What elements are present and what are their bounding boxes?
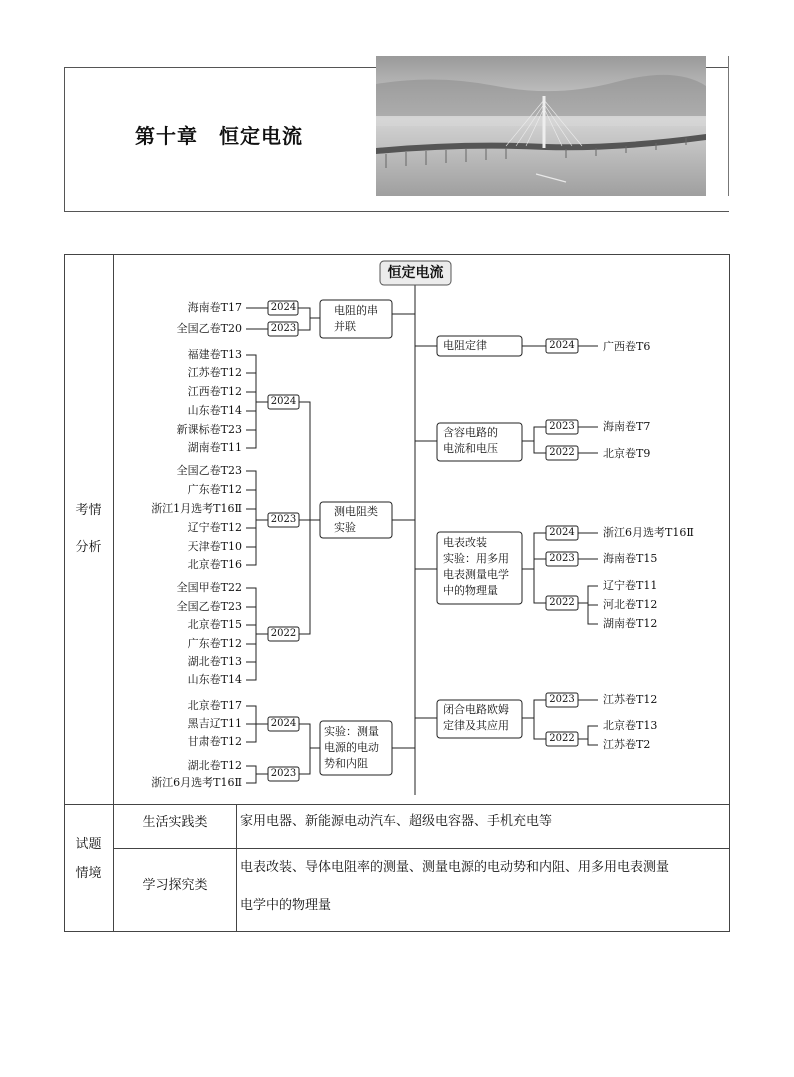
source-label: 北京卷T9 [603, 447, 651, 460]
source-label: 北京卷T15 [187, 618, 242, 631]
label-line: 考情 [75, 503, 102, 518]
source-label: 天津卷T10 [187, 540, 242, 553]
source-label: 福建卷T13 [187, 348, 242, 361]
year-tag: 2023 [270, 323, 297, 334]
label-line: 试题 [75, 837, 102, 852]
source-label: 海南卷T17 [187, 301, 242, 314]
topic-label-line: 实验 [334, 521, 356, 534]
topic-label-line: 含容电路的 [443, 426, 498, 439]
topic-label-line: 电源的电动 [324, 741, 379, 754]
source-label: 山东卷T14 [187, 673, 242, 686]
source-label: 全国甲卷T22 [176, 581, 242, 594]
year-tag: 2024 [549, 340, 575, 351]
topic-label-line: 势和内阻 [324, 757, 368, 770]
topic-label-line: 并联 [334, 320, 356, 333]
source-label: 全国乙卷T20 [176, 322, 242, 335]
source-label: 全国乙卷T23 [176, 600, 242, 613]
year-tag: 2022 [270, 628, 297, 639]
year-tag: 2024 [270, 302, 297, 313]
source-label: 江苏卷T12 [187, 366, 242, 379]
source-label: 江苏卷T12 [603, 693, 658, 706]
topic-label-line: 电阻的串 [334, 304, 378, 317]
label-line: 分析 [75, 540, 102, 555]
source-label: 湖南卷T11 [187, 441, 242, 454]
source-label: 北京卷T16 [187, 558, 242, 571]
topic-label-line: 实验：测量 [324, 725, 379, 738]
source-label: 江苏卷T2 [603, 738, 651, 751]
source-label: 广东卷T12 [187, 483, 242, 496]
content-line: 电学中的物理量 [240, 898, 332, 913]
category-study-inquiry: 学习探究类 [142, 878, 208, 893]
source-label: 广西卷T6 [603, 340, 651, 353]
source-label: 甘肃卷T12 [187, 735, 242, 748]
source-label: 海南卷T15 [603, 552, 658, 565]
year-tag: 2023 [270, 768, 297, 779]
source-label: 山东卷T14 [187, 404, 242, 417]
source-label: 河北卷T12 [603, 598, 658, 611]
source-label: 浙江6月选考T16Ⅱ [151, 776, 242, 789]
year-tag: 2022 [549, 733, 575, 744]
topic-label-line: 电阻定律 [443, 339, 487, 352]
source-label: 浙江6月选考T16Ⅱ [603, 526, 694, 539]
category-life-practice: 生活实践类 [142, 815, 208, 830]
content-line: 电表改装、导体电阻率的测量、测量电源的电动势和内阻、用多用电表测量 [240, 860, 670, 875]
source-label: 黑吉辽T11 [187, 717, 242, 730]
year-tag: 2024 [270, 718, 297, 729]
topic-label-line: 电流和电压 [443, 442, 498, 455]
year-tag: 2023 [270, 514, 297, 525]
source-label: 北京卷T13 [603, 719, 658, 732]
source-label: 辽宁卷T11 [603, 579, 658, 592]
topic-label-line: 电表测量电学 [443, 568, 509, 581]
source-label: 全国乙卷T23 [176, 464, 242, 477]
label-line: 情境 [75, 866, 102, 881]
year-tag: 2024 [549, 527, 575, 538]
year-tag: 2023 [549, 553, 575, 564]
topic-label-line: 闭合电路欧姆 [443, 703, 509, 716]
year-tag: 2023 [549, 421, 575, 432]
year-tag: 2022 [549, 597, 575, 608]
source-label: 江西卷T12 [187, 385, 242, 398]
mind-map-root: 恒定电流 [387, 265, 444, 281]
chapter-title: 第十章 恒定电流 [135, 124, 303, 148]
topic-label-line: 中的物理量 [443, 584, 498, 597]
source-label: 北京卷T17 [187, 699, 242, 712]
source-label: 湖北卷T12 [187, 759, 242, 772]
life-practice-content: 家用电器、新能源电动汽车、超级电容器、手机充电等 [240, 814, 553, 829]
topic-label-line: 定律及其应用 [443, 719, 509, 732]
source-label: 浙江1月选考T16Ⅱ [151, 502, 242, 515]
topic-label-line: 实验：用多用 [443, 552, 509, 565]
source-label: 湖北卷T13 [187, 655, 242, 668]
topic-label-line: 电表改装 [443, 536, 487, 549]
year-tag: 2023 [549, 694, 575, 705]
source-label: 广东卷T12 [187, 637, 242, 650]
source-label: 辽宁卷T12 [187, 521, 242, 534]
source-label: 湖南卷T12 [603, 617, 658, 630]
source-label: 海南卷T7 [603, 420, 651, 433]
year-tag: 2024 [270, 396, 297, 407]
topic-label-line: 测电阻类 [334, 505, 378, 518]
source-label: 新课标卷T23 [176, 423, 242, 436]
year-tag: 2022 [549, 447, 575, 458]
